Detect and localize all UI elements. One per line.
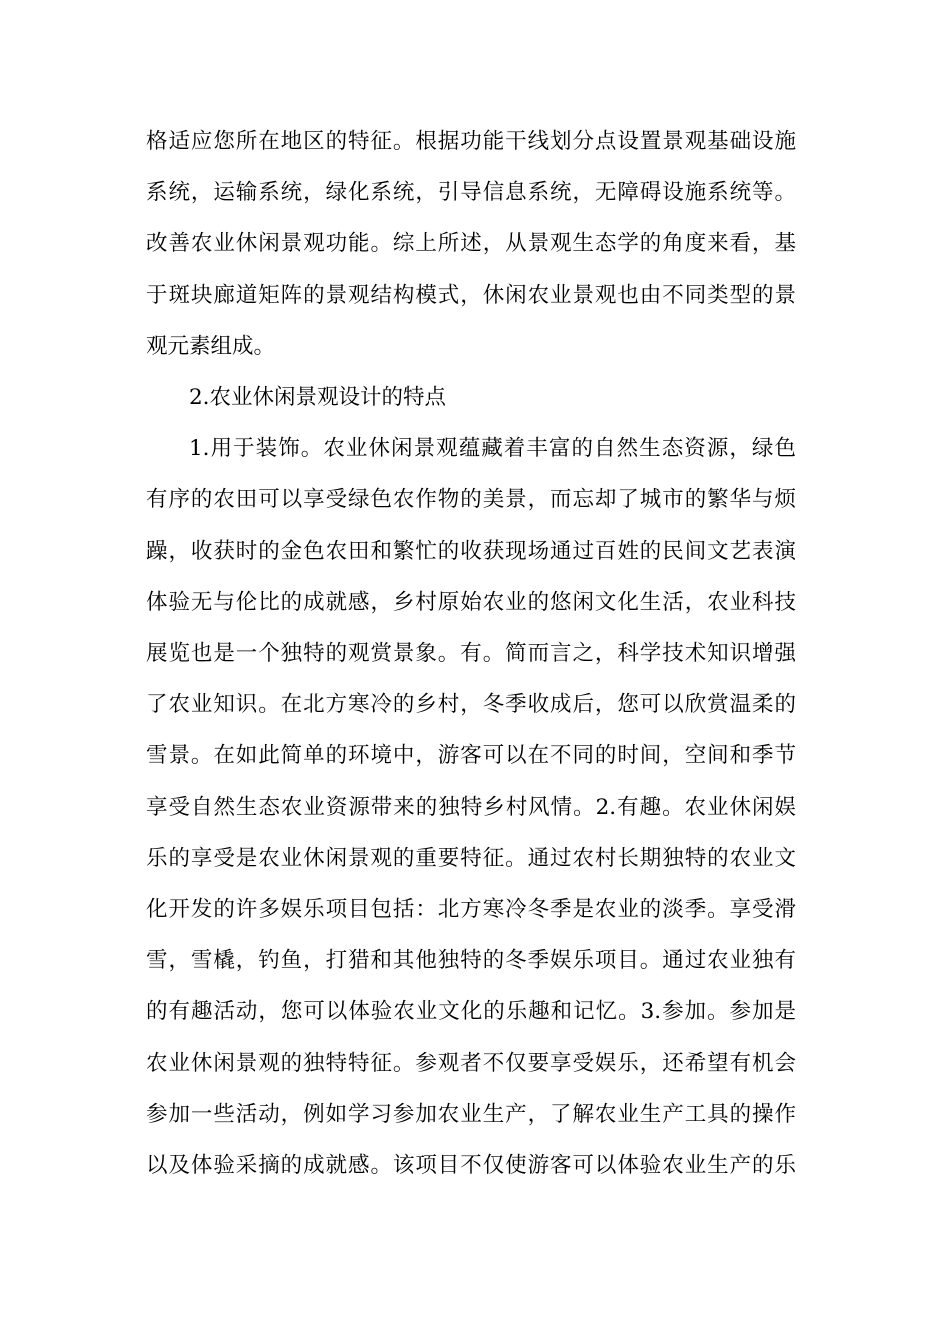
document-body [146,116,796,1191]
text-line: 改善农业休闲景观功能。综上所述，从景观生态学的角度来看，基 [146,231,796,257]
text-line: 观元素组成。 [146,333,276,359]
text-line: 雪，雪橇，钓鱼，打猎和其他独特的冬季娱乐项目。通过农业独有 [146,948,796,974]
text-line: 农业休闲景观的独特特征。参观者不仅要享受娱乐，还希望有机会 [146,1050,796,1076]
text-line: 乐的享受是农业休闲景观的重要特征。通过农村长期独特的农业文 [146,845,796,871]
text-line: 格适应您所在地区的特征。根据功能干线划分点设置景观基础设施 [146,129,796,154]
paragraph-design-features [146,423,796,1191]
text-line: 有序的农田可以享受绿色农作物的美景，而忘却了城市的繁华与烦 [146,487,796,513]
text-line: 1.用于装饰。农业休闲景观蕴藏着丰富的自然生态资源，绿色 [189,436,796,462]
text-line: 的有趣活动，您可以体验农业文化的乐趣和记忆。3.参加。参加是 [146,999,796,1025]
section-heading [146,372,796,423]
text-line: 以及体验采摘的成就感。该项目不仅使游客可以体验农业生产的乐 [146,1153,796,1179]
text-line: 于斑块廊道矩阵的景观结构模式，休闲农业景观也由不同类型的景 [146,282,796,308]
text-line: 雪景。在如此简单的环境中，游客可以在不同的时间，空间和季节 [146,743,796,769]
section-heading-text: 2.农业休闲景观设计的特点 [189,385,447,411]
text-line: 了农业知识。在北方寒冷的乡村，冬季收成后，您可以欣赏温柔的 [146,692,796,718]
paragraph-landscape-functions [146,116,796,372]
text-line: 系统，运输系统，绿化系统，引导信息系统，无障碍设施系统等。 [146,180,796,206]
text-line: 展览也是一个独特的观赏景象。有。简而言之，科学技术知识增强 [146,641,796,667]
text-line: 享受自然生态农业资源带来的独特乡村风情。2.有趣。农业休闲娱 [146,794,796,820]
text-line: 躁，收获时的金色农田和繁忙的收获现场通过百姓的民间文艺表演 [146,538,796,564]
text-line: 参加一些活动，例如学习参加农业生产，了解农业生产工具的操作 [146,1101,796,1127]
text-line: 化开发的许多娱乐项目包括：北方寒冷冬季是农业的淡季。享受滑 [146,897,796,923]
text-line: 体验无与伦比的成就感，乡村原始农业的悠闲文化生活，农业科技 [146,589,796,615]
